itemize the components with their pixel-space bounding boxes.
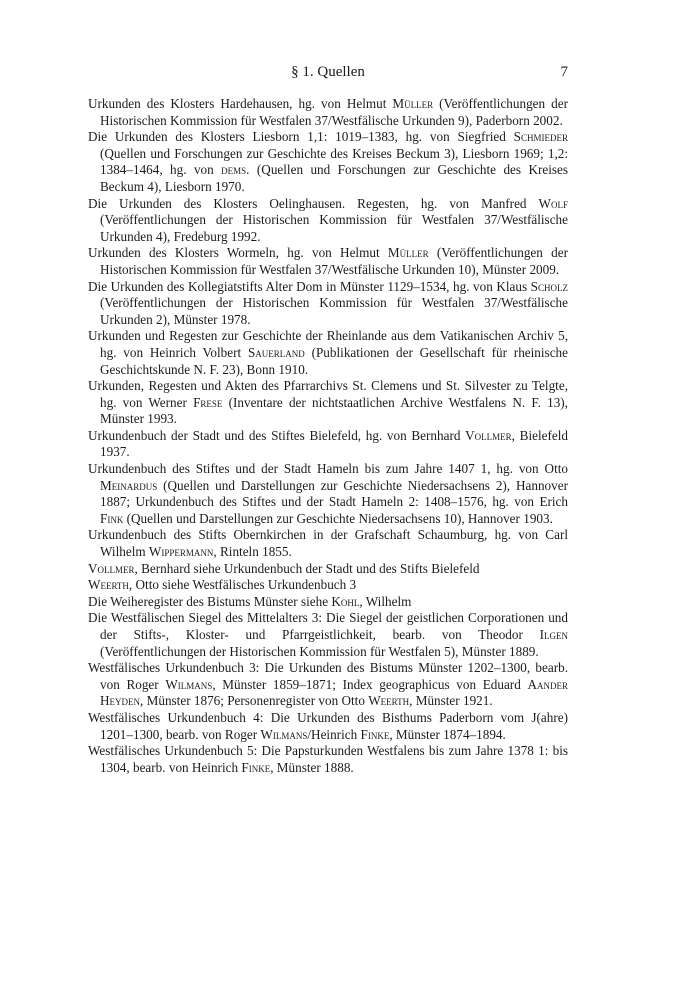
author-name: Wilmans [165,676,213,692]
entry-text: Urkunden des Klosters Hardehausen, hg. von Helmut [88,96,393,111]
section-title: § 1. Quellen [291,64,365,80]
bibliography-entry [88,594,568,611]
bibliography-entry [88,378,568,428]
bibliography-entry [88,279,568,329]
entry-text: Die Urkunden des Klosters Liesborn 1,1: 1019–1383, hg. von Siegfried [88,129,514,145]
entry-text: Die Weiheregister des Bistums Münster siehe [88,593,332,609]
entry-text: Die Westfälischen Siegel des Mittelalters 3: Die Siegel der geistlichen Corporationen und der Stifts-, Kloster- und Pfarrgeistlichkeit, bearb. von Theodor [88,610,568,642]
author-name: Wolf [538,195,568,211]
bibliography-entry [88,743,568,776]
page-number: 7 [560,64,568,80]
entry-text: Die Urkunden des Kollegiatstifts Alter Dom in Münster 1129–1534, hg. von Klaus [88,278,531,294]
entry-text: (Quellen und Darstellungen zur Geschichte Niedersachsens 2), Hannover 1887; Urkundenbuch des Stiftes und der Stadt Hameln 2: 1408–1576, hg. von Erich [100,477,568,510]
entry-text: (Inventare der nichtstaatlichen Archive Westfalens N. F. 13), Münster 1993. [100,394,568,427]
bibliography-list [88,96,568,776]
bibliography-entry [88,710,568,743]
entry-text: , Münster 1859–1871; Index geographicus von Eduard [212,676,528,692]
author-name: Finke [241,759,271,775]
entry-text: (Veröffentlichungen der Historischen Kommission für Westfalen 37/Westfälische Urkunden 10), Münster 2009. [100,245,568,277]
author-name: Müller [392,96,434,111]
bibliography-entry [88,96,568,129]
author-name: Aander Heyden [100,676,568,709]
author-name: Finke [360,726,390,742]
bibliography-entry [88,577,568,594]
author-name: Weerth [368,693,410,709]
entry-text: Westfälisches Urkundenbuch 4: Die Urkunden des Bisthums Paderborn vom J(ahre) 1201–1300, bearb. von Roger [88,709,568,742]
author-name: Müller [387,245,429,261]
author-name: Sauerland [247,344,305,360]
bibliography-entry [88,527,568,560]
author-name: Vollmer [88,560,135,576]
entry-text: Urkundenbuch des Stiftes und der Stadt Hameln bis zum Jahre 1407 1, hg. von Otto [88,461,568,477]
bibliography-entry [88,428,568,461]
bibliography-entry [88,561,568,578]
entry-text: Westfälisches Urkundenbuch 5: Die Papsturkunden Westfalens bis zum Jahre 1378 1: bis 1304, bearb. von Heinrich [88,743,568,775]
entry-text: Urkundenbuch des Stifts Obernkirchen in der Grafschaft Schaumburg, hg. von Carl Wilhelm [88,527,568,560]
author-name: Frese [193,394,223,410]
author-name: Scholz [530,278,568,294]
entry-text: , Rinteln 1855. [213,544,292,560]
author-name: Wilmans [260,726,308,742]
bibliography-entry [88,610,568,660]
entry-text: Urkunden und Regesten zur Geschichte der Rheinlande aus dem Vatikanischen Archiv 5, hg. von Heinrich Volbert [88,328,568,360]
bibliography-entry [88,245,568,278]
author-name: dems. [221,162,250,178]
entry-text: , Bernhard siehe Urkundenbuch der Stadt und des Stifts Bielefeld [134,560,480,576]
author-name: Ilgen [539,627,568,642]
entry-text: Urkunden des Klosters Wormeln, hg. von Helmut [88,245,388,261]
author-name: Vollmer [465,427,512,443]
entry-text: (Veröffentlichungen der Historischen Kommission für Westfalen 5), Münster 1889. [100,643,539,659]
entry-text: , Münster 1921. [409,693,493,709]
author-name: Kohl [331,593,360,609]
entry-text: (Veröffentlichungen der Historischen Kommission für Westfalen 37/Westfälische Urkunden 4), Fredeburg 1992. [100,212,568,244]
entry-text: Westfälisches Urkundenbuch 3: Die Urkunden des Bistums Münster 1202–1300, bearb. von Roger [88,660,568,692]
entry-text: Die Urkunden des Klosters Oelinghausen. Regesten, hg. von Manfred [88,195,539,211]
bibliography-entry [88,129,568,195]
author-name: Fink [100,510,124,526]
bibliography-entry [88,196,568,246]
entry-text: (Veröffentlichungen der Historischen Kommission für Westfalen 37/Westfälische Urkunden 2), Münster 1978. [100,295,568,327]
author-name: Meinardus [100,477,158,493]
entry-text: , Bielefeld 1937. [100,427,568,460]
bibliography-entry [88,660,568,710]
bibliography-entry [88,328,568,378]
entry-text: (Veröffentlichungen der Historischen Kommission für Westfalen 37/Westfälische Urkunden 9), Paderborn 2002. [100,96,568,128]
bibliography-entry [88,461,568,527]
entry-text: /Heinrich [307,726,361,742]
entry-text: , Münster 1876; Personenregister von Otto [140,693,369,709]
entry-text: (Quellen und Forschungen zur Geschichte des Kreises Beckum 4), Liesborn 1970. [100,162,569,194]
entry-text: Urkundenbuch der Stadt und des Stiftes Bielefeld, hg. von Bernhard [88,427,466,443]
running-header [88,62,568,82]
entry-text: , Münster 1874–1894. [389,726,506,742]
author-name: Schmieder [513,129,568,145]
entry-text: (Publikationen der Gesellschaft für rheinische Geschichtskunde N. F. 23), Bonn 1910. [100,344,568,377]
author-name: Wippermann [148,544,214,560]
entry-text: , Wilhelm [359,593,412,609]
entry-text: (Quellen und Darstellungen zur Geschichte Niedersachsens 10), Hannover 1903. [123,510,553,526]
entry-text: , Münster 1888. [270,759,354,775]
entry-text: (Quellen und Forschungen zur Geschichte des Kreises Beckum 3), Liesborn 1969; 1,2: 1384–1464, hg. von [100,145,568,178]
author-name: Weerth [88,577,129,593]
entry-text: Urkunden, Regesten und Akten des Pfarrarchivs St. Clemens und St. Silvester zu Telgte, hg. von Werner [88,378,568,410]
entry-text: , Otto siehe Westfälisches Urkundenbuch 3 [128,577,357,593]
